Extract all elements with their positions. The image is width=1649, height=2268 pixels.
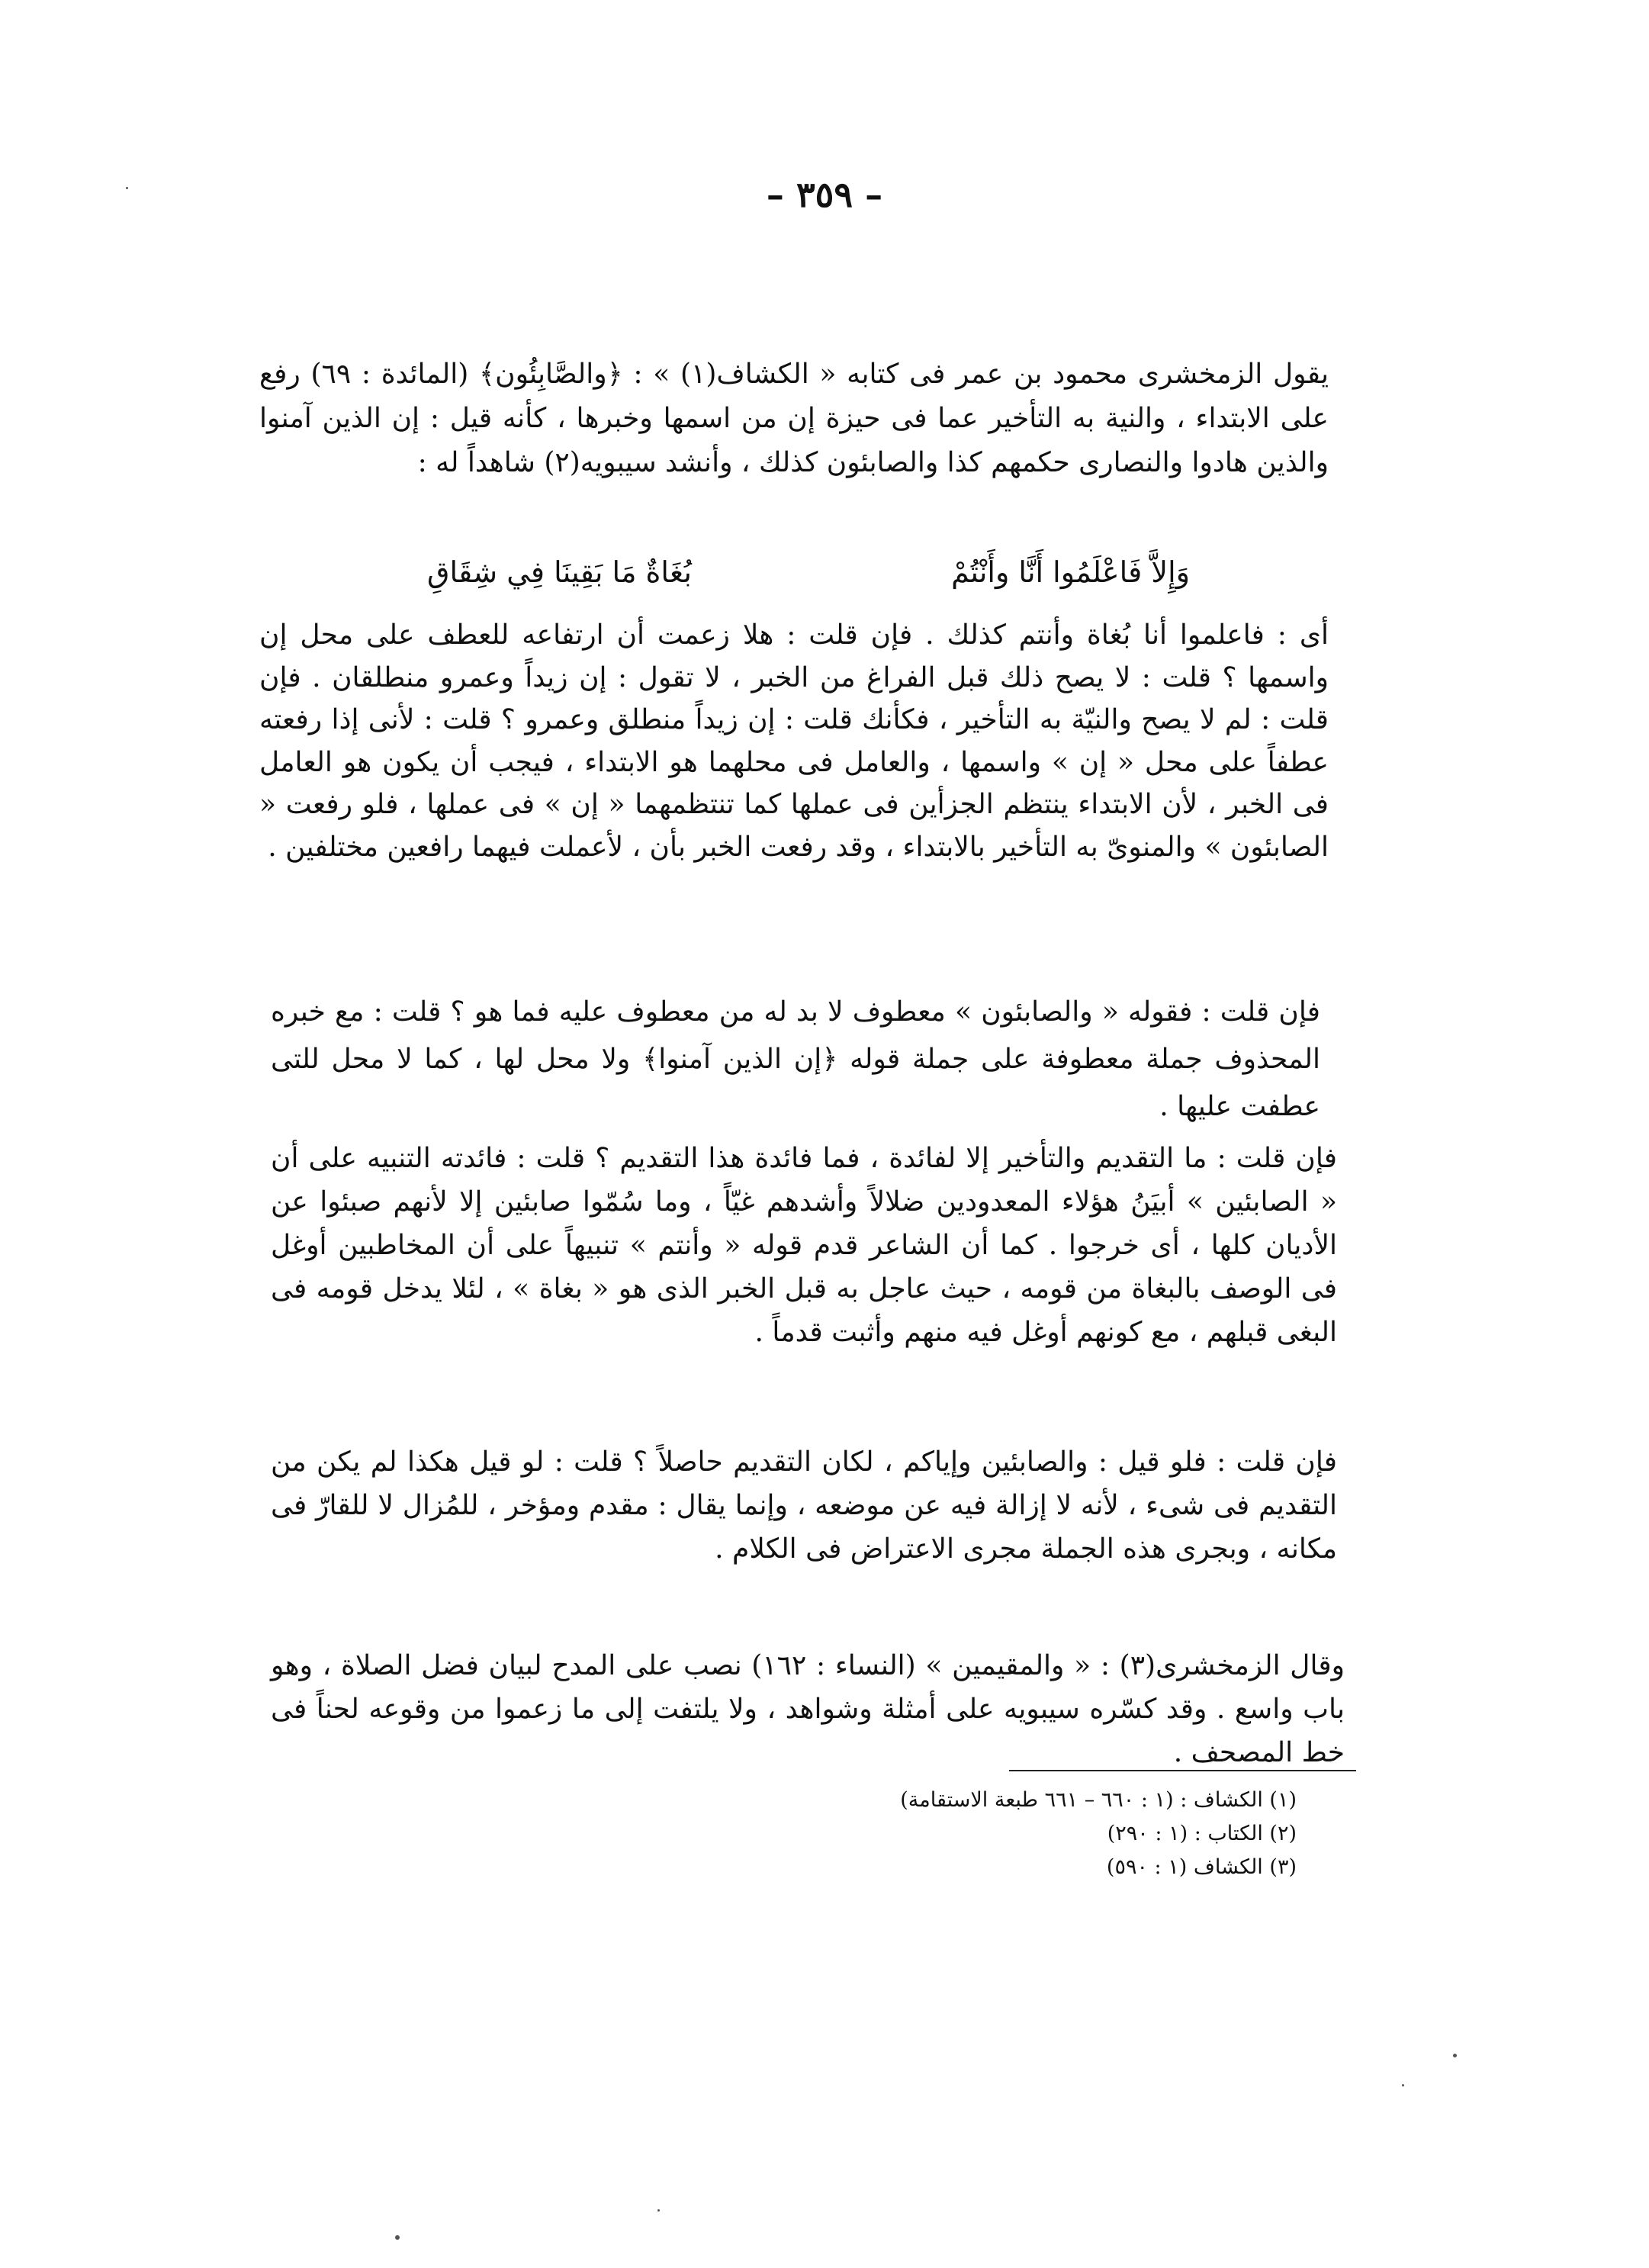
footnotes xyxy=(534,1784,1297,1884)
footnote-divider xyxy=(1009,1770,1356,1771)
paragraph-3: فإن قلت : فقوله « والصابئون » معطوف لا بد له من معطوف عليه فما هو ؟ قلت : مع خبره المحذوف جملة معطوفة على جملة قوله ﴿إن الذين آمنوا﴾ ولا محل لها ، كما لا محل للتى عطفت عليها . xyxy=(271,996,1320,1122)
verse-first-hemistich: وَإِلاَّ فَاعْلَمُوا أَنَّا وأَنْتُمْ xyxy=(951,555,1190,589)
page-number: – ٣٥٩ – xyxy=(766,174,883,215)
footnote-2: (٢) الكتاب : (١ : ٢٩٠) xyxy=(1107,1822,1297,1845)
scan-speck xyxy=(1402,2084,1404,2086)
poetry-verse xyxy=(427,549,1190,595)
paragraph-2: أى : فاعلموا أنا بُغاة وأنتم كذلك . فإن قلت : هلا زعمت أن ارتفاعه للعطف على محل إن واسمها ؟ قلت : لا يصح ذلك قبل الفراغ من الخبر ، لا تقول : إن زيداً وعمرو منطلقان . فإن قلت : لم لا يصح والنيّة به التأخير ، فكأنك قلت : إن زيداً منطلق وعمرو ؟ قلت : لأنى إذا رفعته عطفاً على محل « إن » واسمها ، والعامل فى محلهما هو الابتداء ، فيجب أن يكون هو العامل فى الخبر ، لأن الابتداء ينتظم الجزأين فى عملها كما تنتظمهما « إن » فى عملها ، فلو رفعت « الصابئون » والمنوىّ به التأخير بالابتداء ، وقد رفعت الخبر بأن ، لأعملت فيهما رافعين مختلفين . xyxy=(259,619,1329,863)
paragraph-6: وقال الزمخشرى(٣) : « والمقيمين » (النساء : ١٦٢) نصب على المدح لبيان فضل الصلاة ، وهو باب واسع . وقد كسّره سيبويه على أمثلة وشواهد ، ولا يلتفت إلى ما زعموا من وقوعه لحناً فى خط المصحف . xyxy=(271,1650,1345,1768)
scan-speck xyxy=(657,2209,660,2212)
paragraph-4: فإن قلت : ما التقديم والتأخير إلا لفائدة ، فما فائدة هذا التقديم ؟ قلت : فائدته التنبيه على أن « الصابئين » أبيَنُ هؤلاء المعدودين ضلالاً وأشدهم غيّاً ، وما سُمّوا صابئين إلا لأنهم صبئوا عن الأديان كلها ، أى خرجوا . كما أن الشاعر قدم قوله « وأنتم » تنبيهاً على أن المخاطبين أوغل فى الوصف بالبغاة من قومه ، حيث عاجل به قبل الخبر الذى هو « بغاة » ، لئلا يدخل قومه فى البغى قبلهم ، مع كونهم أوغل فيه منهم وأثبت قدماً . xyxy=(271,1143,1337,1348)
paragraph-1: يقول الزمخشرى محمود بن عمر فى كتابه « الكشاف(١) » : ﴿والصَّابِئُون﴾ (المائدة : ٦٩) رفع على الابتداء ، والنية به التأخير عما فى حيزة إن من اسمها وخبرها ، كأنه قيل : إن الذين آمنوا والذين هادوا والنصارى حكمهم كذا والصابئون كذلك ، وأنشد سيبويه(٢) شاهداً له : xyxy=(259,359,1329,478)
scan-speck xyxy=(126,187,128,189)
paragraph-5: فإن قلت : فلو قيل : والصابئين وإياكم ، لكان التقديم حاصلاً ؟ قلت : لو قيل هكذا لم يكن من التقديم فى شىء ، لأنه لا إزالة فيه عن موضعه ، وإنما يقال : مقدم ومؤخر ، للمُزال لا للقارّ فى مكانه ، وبجرى هذه الجملة مجرى الاعتراض فى الكلام . xyxy=(271,1446,1337,1565)
verse-second-hemistich: بُغَاةٌ مَا بَقِينَا فِي شِقَاقِ xyxy=(427,555,692,589)
footnote-3: (٣) الكشاف (١ : ٥٩٠) xyxy=(1106,1855,1297,1879)
footnote-1: (١) الكشاف : (١ : ٦٦٠ – ٦٦١ طبعة الاستقامة) xyxy=(900,1788,1297,1812)
scan-speck xyxy=(395,2235,400,2240)
scan-speck xyxy=(1453,2054,1457,2057)
